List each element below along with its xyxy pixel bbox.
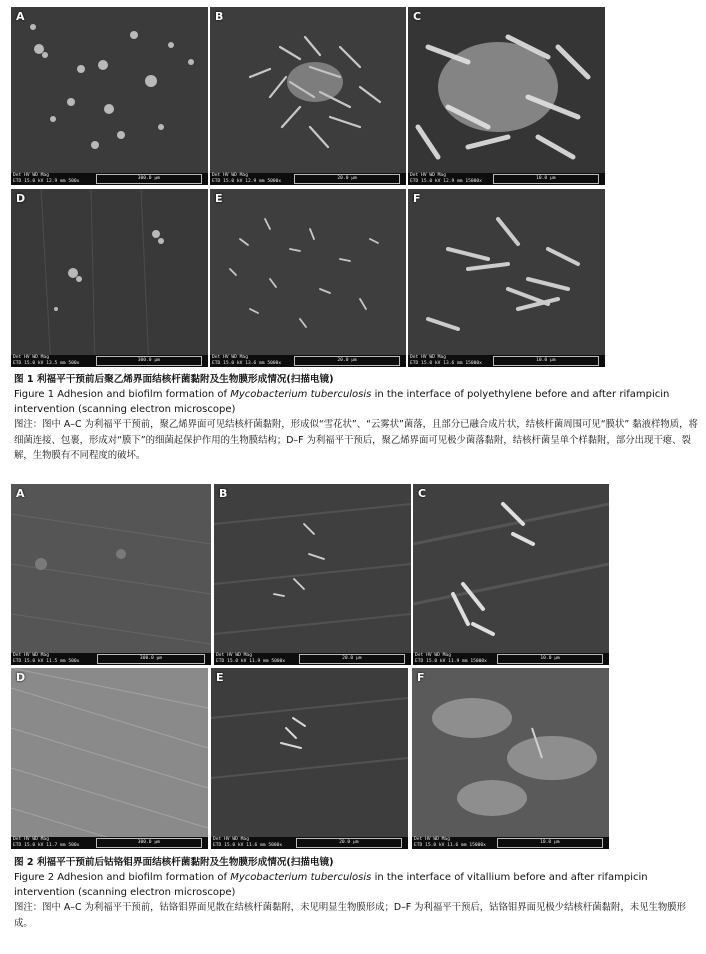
panel-letter: C bbox=[418, 487, 427, 500]
figure2-note: 图注：图中 A–C 为利福平干预前，钴铬钼界面见散在结核杆菌黏附，未见明显生物膜形成；D–F 为利福平干预后，钴铬钼界面见极少结核杆菌黏附，未见生物膜形成。 bbox=[14, 902, 687, 929]
scale-bar: 300.0 μm bbox=[96, 174, 202, 184]
panel-letter: B bbox=[219, 487, 228, 500]
sem-info-bar: Det HV WD Mag ETD 15.0 kV 11.9 mm 5000x 20.0 μm bbox=[214, 653, 411, 665]
fig2-panel-d bbox=[11, 668, 208, 849]
sem-info-bar: Det HV WD Mag ETD 15.0 kV 13.6 mm 5000x 20.0 μm bbox=[210, 355, 406, 367]
figure2-title-zh: 图 2 利福平干预前后钴铬钼界面结核杆菌黏附及生物膜形成情况(扫描电镜) bbox=[14, 857, 334, 868]
fig1-panel-a bbox=[11, 7, 208, 185]
fig2-panel-b bbox=[214, 484, 411, 665]
sem-image bbox=[11, 484, 211, 665]
sem-info-bar: Det HV WD Mag ETD 15.0 kV 11.7 mm 500x 300.0 μm bbox=[11, 837, 208, 849]
scale-bar: 20.0 μm bbox=[299, 654, 405, 664]
fig2-panel-a bbox=[11, 484, 211, 665]
scale-bar: 10.0 μm bbox=[493, 356, 599, 366]
sem-info-bar: Det HV WD Mag ETD 15.0 kV 12.9 mm 5000x 20.0 μm bbox=[210, 173, 406, 185]
figure2-caption bbox=[14, 856, 698, 931]
sem-info-bar: Det HV WD Mag ETD 15.0 kV 11.9 mm 15000x 10.0 μm bbox=[413, 653, 609, 665]
panel-letter: F bbox=[413, 192, 421, 205]
sem-info-bar: Det HV WD Mag ETD 15.0 kV 12.9 mm 500x 300.0 μm bbox=[11, 173, 208, 185]
scale-bar: 10.0 μm bbox=[497, 654, 603, 664]
scale-bar: 10.0 μm bbox=[493, 174, 599, 184]
scale-bar: 300.0 μm bbox=[96, 356, 202, 366]
sem-info-bar: Det HV WD Mag ETD 15.0 kV 12.9 mm 15000x 10.0 μm bbox=[408, 173, 605, 185]
fig1-panel-b bbox=[210, 7, 406, 185]
scale-bar: 300.0 μm bbox=[96, 838, 202, 848]
panel-letter: B bbox=[215, 10, 224, 23]
sem-info-bar: Det HV WD Mag ETD 15.0 kV 11.5 mm 500x 300.0 μm bbox=[11, 653, 211, 665]
panel-letter: C bbox=[413, 10, 422, 23]
figure1-note: 图注：图中 A–C 为利福平干预前，聚乙烯界面可见结核杆菌黏附，形成似“雪花状”、“云雾状”菌落，且部分已融合成片状，结核杆菌周围可见“膜状” 黏液样物质，将细菌连接、包裹，形成对“膜下”的细菌起保护作用的生物膜结构；D–F 为利福平干预后，聚乙烯界面可见极少菌落黏附，结核杆菌呈单个样黏附，部分出现干瘪、裂解，生物膜有不同程度的破坏。 bbox=[14, 419, 698, 461]
fig2-panel-c bbox=[413, 484, 609, 665]
figure1-caption bbox=[14, 373, 698, 464]
sem-image bbox=[413, 484, 609, 665]
sem-image bbox=[408, 7, 605, 185]
panel-letter: E bbox=[216, 671, 224, 684]
scale-bar: 10.0 μm bbox=[497, 838, 603, 848]
sem-image bbox=[11, 7, 208, 185]
panel-letter: E bbox=[215, 192, 223, 205]
sem-info-bar: Det HV WD Mag ETD 15.0 kV 11.6 mm 5000x 20.0 μm bbox=[211, 837, 408, 849]
fig2-panel-f bbox=[412, 668, 609, 849]
fig1-panel-f bbox=[408, 189, 605, 367]
figure2-title-en: Figure 2 Adhesion and biofilm formation of Mycobacterium tuberculosis in the interface of vitallium before and after rifampicin intervention (scanning electron microscope) bbox=[14, 872, 648, 898]
sem-image bbox=[211, 668, 408, 849]
scale-bar: 20.0 μm bbox=[294, 174, 400, 184]
sem-image bbox=[11, 668, 208, 849]
panel-letter: F bbox=[417, 671, 425, 684]
sem-image bbox=[210, 189, 406, 367]
sem-info-bar: Det HV WD Mag ETD 15.0 kV 11.6 mm 15000x 10.0 μm bbox=[412, 837, 609, 849]
fig1-panel-e bbox=[210, 189, 406, 367]
scale-bar: 20.0 μm bbox=[294, 356, 400, 366]
panel-letter: A bbox=[16, 10, 25, 23]
panel-letter: A bbox=[16, 487, 25, 500]
panel-letter: D bbox=[16, 192, 26, 205]
fig1-panel-c bbox=[408, 7, 605, 185]
scale-bar: 300.0 μm bbox=[97, 654, 205, 664]
sem-image bbox=[412, 668, 609, 849]
fig1-panel-d bbox=[11, 189, 208, 367]
sem-image bbox=[210, 7, 406, 185]
fig2-panel-e bbox=[211, 668, 408, 849]
sem-image bbox=[408, 189, 605, 367]
figure1-title-en: Figure 1 Adhesion and biofilm formation of Mycobacterium tuberculosis in the interface of polyethylene before and after rifampicin intervention (scanning electron microscope) bbox=[14, 389, 670, 415]
panel-letter: D bbox=[16, 671, 26, 684]
figure1-title-zh: 图 1 利福平干预前后聚乙烯界面结核杆菌黏附及生物膜形成情况(扫描电镜) bbox=[14, 374, 334, 385]
sem-image bbox=[214, 484, 411, 665]
scale-bar: 20.0 μm bbox=[296, 838, 402, 848]
sem-image bbox=[11, 189, 208, 367]
sem-info-bar: Det HV WD Mag ETD 15.0 kV 13.6 mm 15000x 10.0 μm bbox=[408, 355, 605, 367]
sem-info-bar: Det HV WD Mag ETD 15.0 kV 13.5 mm 500x 300.0 μm bbox=[11, 355, 208, 367]
